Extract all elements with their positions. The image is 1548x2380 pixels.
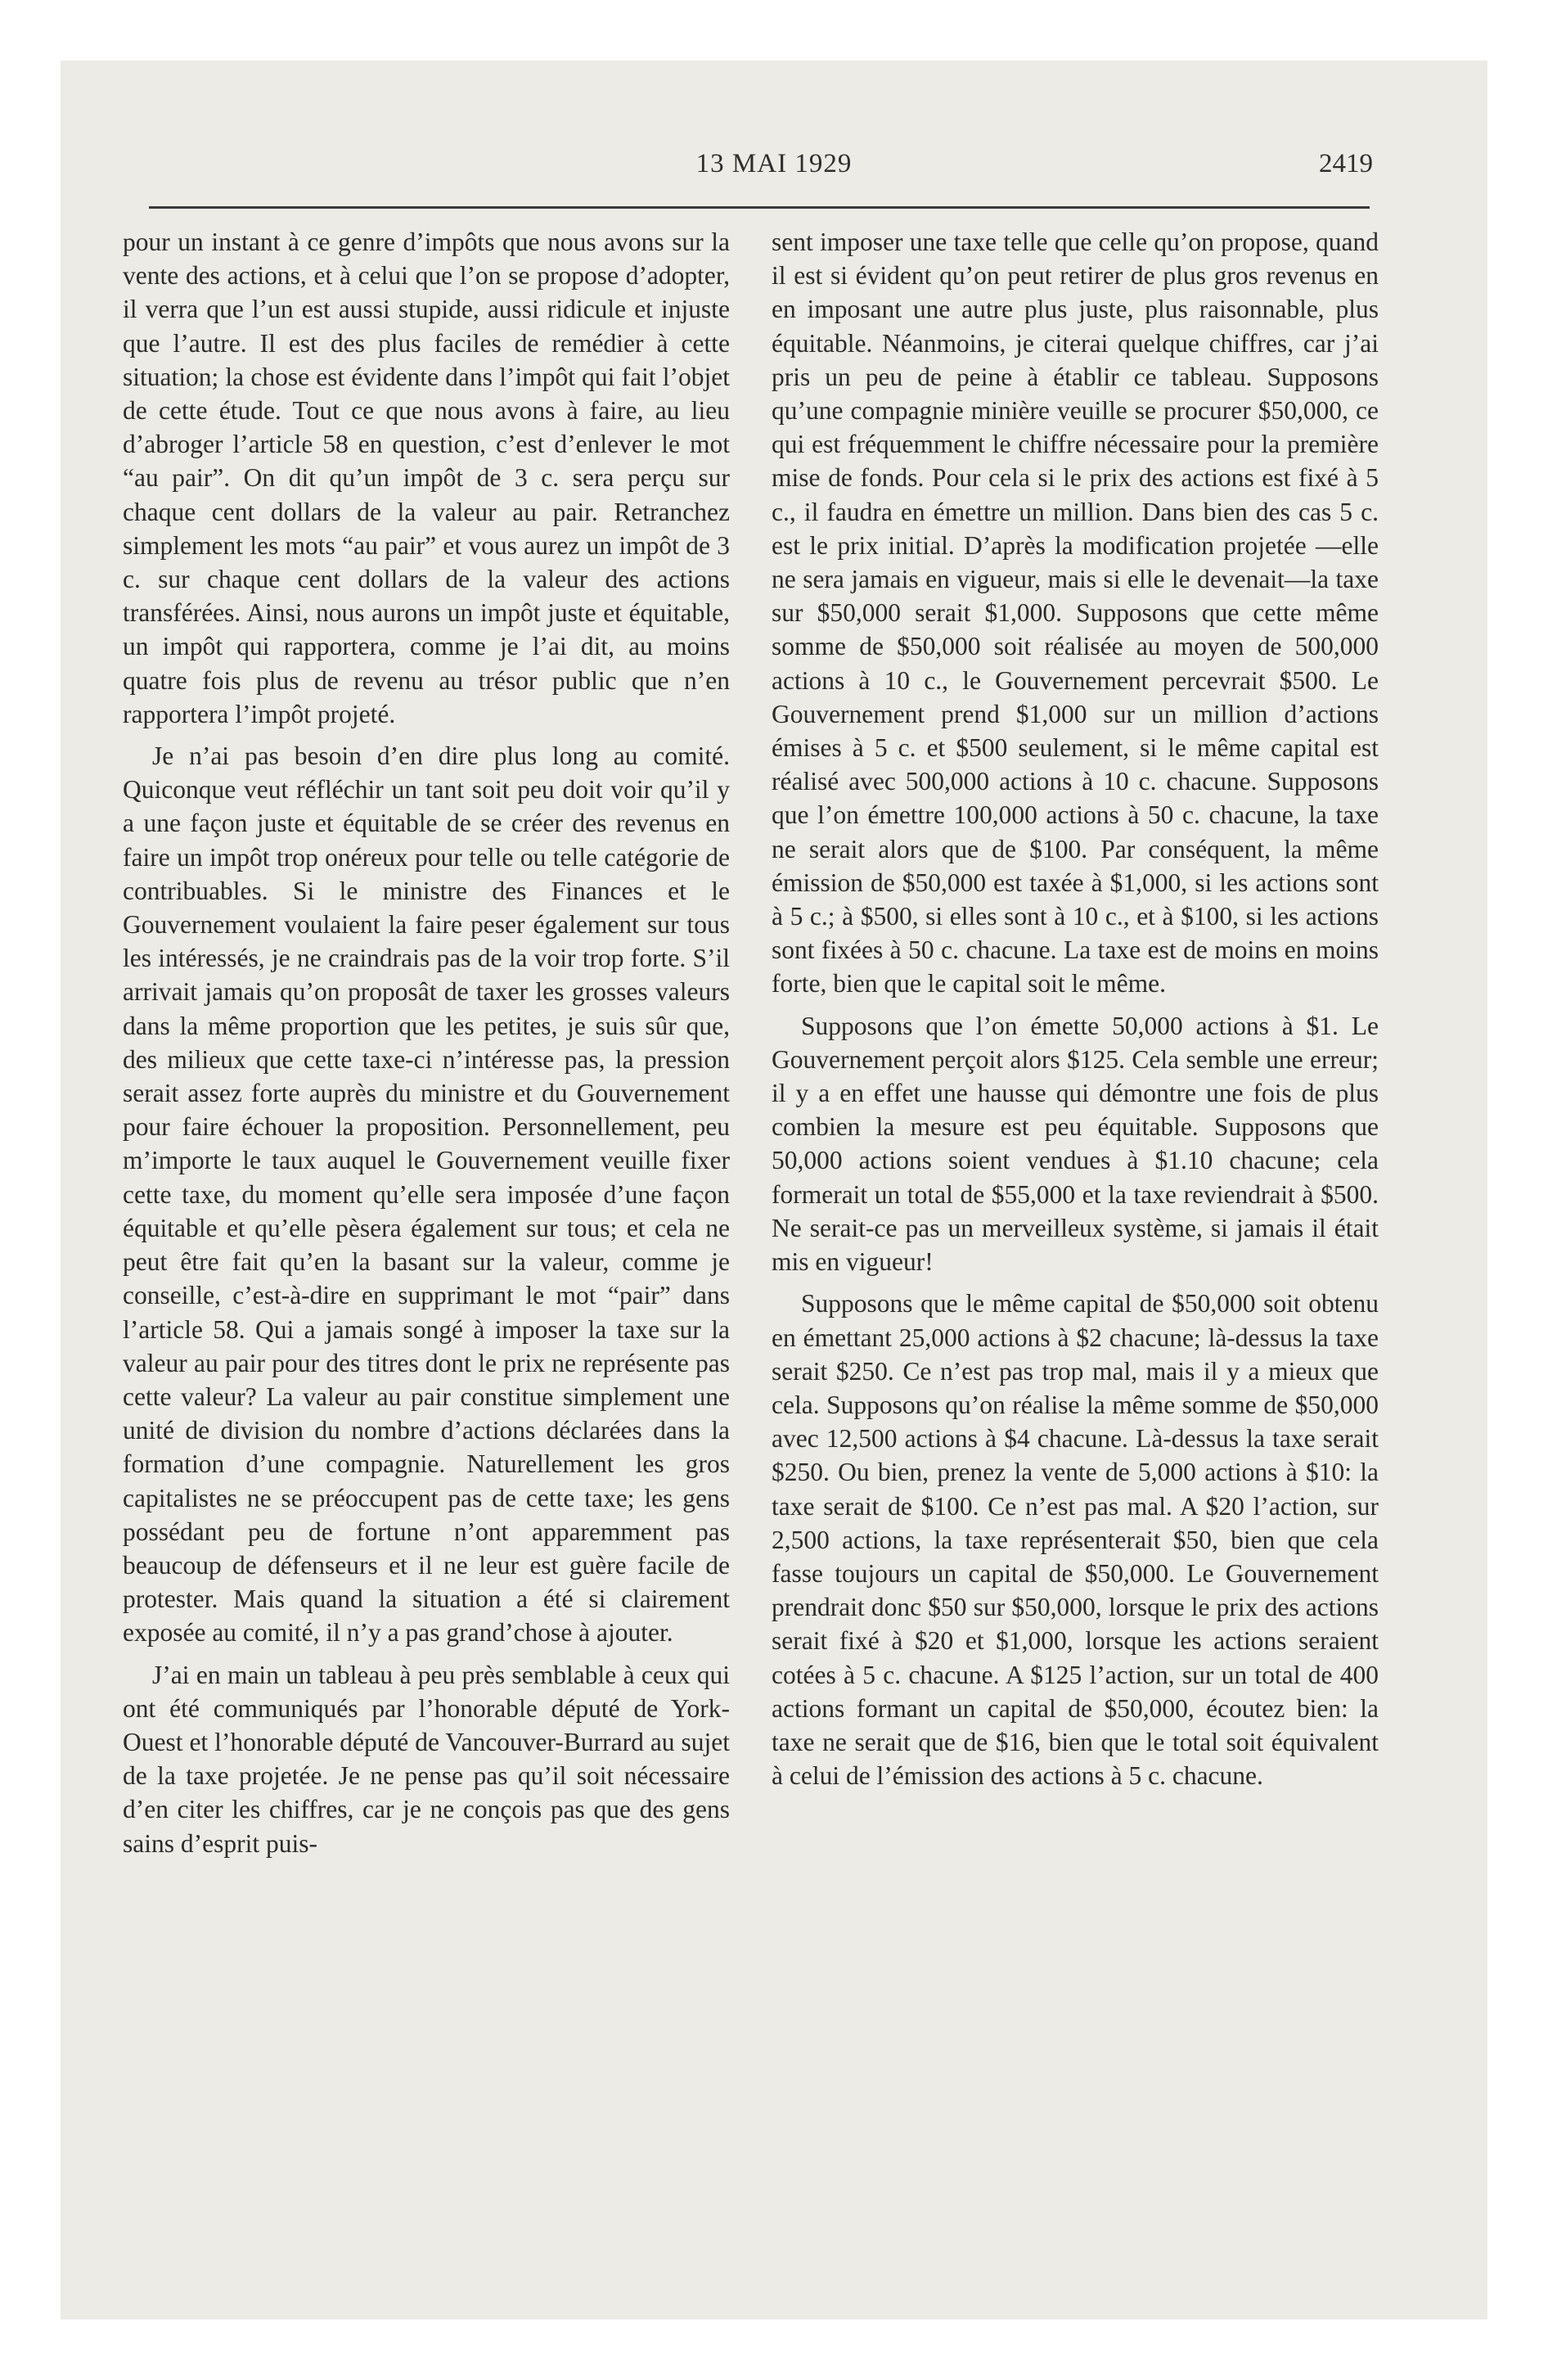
paragraph: Je n’ai pas besoin d’en dire plus long au comité. Quiconque veut réfléchir un tant soit peu doit voir qu’il y a une façon juste et équitable de se créer des revenus en faire un impôt trop onéreux pour telle ou telle catégorie de contribuables. Si le ministre des Finances et le Gouvernement voulaient la faire peser également sur tous les intéressés, je ne craindrais pas de la voir trop forte. S’il arrivait jamais qu’on proposât de taxer les grosses valeurs dans la même proportion que les petites, je suis sûr que, des milieux que cette taxe-ci n’intéresse pas, la pression serait assez forte auprès du ministre et du Gouvernement pour faire échouer la proposition. Personnellement, peu m’importe le taux auquel le Gouvernement veuille fixer cette taxe, du moment qu’elle sera imposée d’une façon équitable et qu’elle pèsera également sur tous; et cela ne peut être fait qu’en la basant sur la valeur, comme je conseille, c’est-à-dire en supprimant le mot “pair” dans l’article 58. Qui a jamais songé à imposer la taxe sur la valeur au pair pour des titres dont le prix ne représente pas cette valeur? La valeur au pair constitue simplement une unité de division du nombre d’actions déclarées dans la formation d’une compagnie. Naturellement les gros capitalistes ne se préoccupent pas de cette taxe; les gens possédant peu de fortune n’ont apparemment pas beaucoup de défenseurs et il ne leur est guère facile de protester. Mais quand la situation a été si clairement exposée au comité, il n’y a pas grand’chose à ajouter. [123, 741, 730, 1648]
paragraph: pour un instant à ce genre d’impôts que nous avons sur la vente des actions, et à celui que l’on se propose d’adopter, il verra que l’un est aussi stupide, aussi ridicule et injuste que l’autre. Il est des plus faciles de remédier à cette situation; la chose est évidente dans l’impôt qui fait l’objet de cette étude. Tout ce que nous avons à faire, au lieu d’abroger l’article 58 en question, c’est d’enlever le mot “au pair”. On dit qu’un impôt de 3 c. sera perçu sur chaque cent dollars de la valeur au pair. Retranchez simplement les mots “au pair” et vous aurez un impôt de 3 c. sur chaque cent dollars de la valeur des actions transférées. Ainsi, nous aurons un impôt juste et équitable, un impôt qui rapportera, comme je l’ai dit, au moins quatre fois plus de revenu au trésor public que n’en rapportera l’impôt projeté. [123, 228, 730, 728]
paragraph: Supposons que le même capital de $50,000 soit obtenu en émettant 25,000 actions à $2 chacune; là-dessus la taxe serait $250. Ce n’est pas trop mal, mais il y a mieux que cela. Supposons qu’on réalise la même somme de $50,000 avec 12,500 actions à $4 chacune. Là-dessus la taxe serait $250. Ou bien, prenez la vente de 5,000 actions à $10: la taxe serait de $100. Ce n’est pas mal. A $20 l’action, sur 2,500 actions, la taxe représenterait $50, bien que cela fasse toujours un capital de $50,000. Le Gouvernement prendrait donc $50 sur $50,000, lorsque le prix des actions serait fixé à $20 et $1,000, lorsque les actions seraient cotées à 5 c. chacune. A $125 l’action, sur un total de 400 actions formant un capital de $50,000, écoutez bien: la taxe ne serait que de $16, bien que le total soit équivalent à celui de l’émission des actions à 5 c. chacune. [772, 1289, 1379, 1791]
paragraph: sent imposer une taxe telle que celle qu’on propose, quand il est si évident qu’on peut retirer de plus gros revenus en en imposant une autre plus juste, plus raisonnable, plus équitable. Néanmoins, je citerai quelque chiffres, car j’ai pris un peu de peine à établir ce tableau. Supposons qu’une compagnie minière veuille se procurer $50,000, ce qui est fréquemment le chiffre nécessaire pour la première mise de fonds. Pour cela si le prix des actions est fixé à 5 c., il faudra en émettre un million. Dans bien des cas 5 c. est le prix initial. D’après la modification projetée —elle ne sera jamais en vigueur, mais si elle le devenait—la taxe sur $50,000 serait $1,000. Supposons que cette même somme de $50,000 soit réalisée au moyen de 500,000 actions à 10 c., le Gouvernement percevrait $500. Le Gouvernement prend $1,000 sur un million d’actions émises à 5 c. et $500 seulement, si le même capital est réalisé avec 500,000 actions à 10 c. chacune. Supposons que l’on émettre 100,000 actions à 50 c. chacune, la taxe ne serait alors que de $100. Par conséquent, la même émission de $50,000 est taxée à $1,000, si les actions sont à 5 c.; à $500, si elles sont à 10 c., et à $100, si les actions sont fixées à 50 c. chacune. La taxe est de moins en moins forte, bien que le capital soit le même. [772, 228, 1379, 998]
paragraph: J’ai en main un tableau à peu près semblable à ceux qui ont été communiqués par l’honorable député de York-Ouest et l’honorable député de Vancouver-Burrard au sujet de la taxe projetée. Je ne pense pas qu’il soit nécessaire d’en citer les chiffres, car je ne conçois pas que des gens sains d’esprit puis- [123, 1660, 730, 1858]
left-column [123, 225, 730, 1868]
page-header [61, 141, 1487, 190]
paragraph: Supposons que l’on émette 50,000 actions à $1. Le Gouvernement perçoit alors $125. Cela semble une erreur; il y a en effet une hausse qui démontre une fois de plus combien la mesure est peu équitable. Supposons que 50,000 actions soient vendues à $1.10 chacune; cela formerait un total de $55,000 et la taxe reviendrait à $500. Ne serait-ce pas un merveilleux système, si jamais il était mis en vigueur! [772, 1011, 1379, 1277]
header-rule [149, 206, 1370, 209]
right-column [772, 225, 1379, 1801]
page-number: 2419 [1319, 149, 1373, 178]
header-date: 13 MAI 1929 [695, 149, 853, 178]
